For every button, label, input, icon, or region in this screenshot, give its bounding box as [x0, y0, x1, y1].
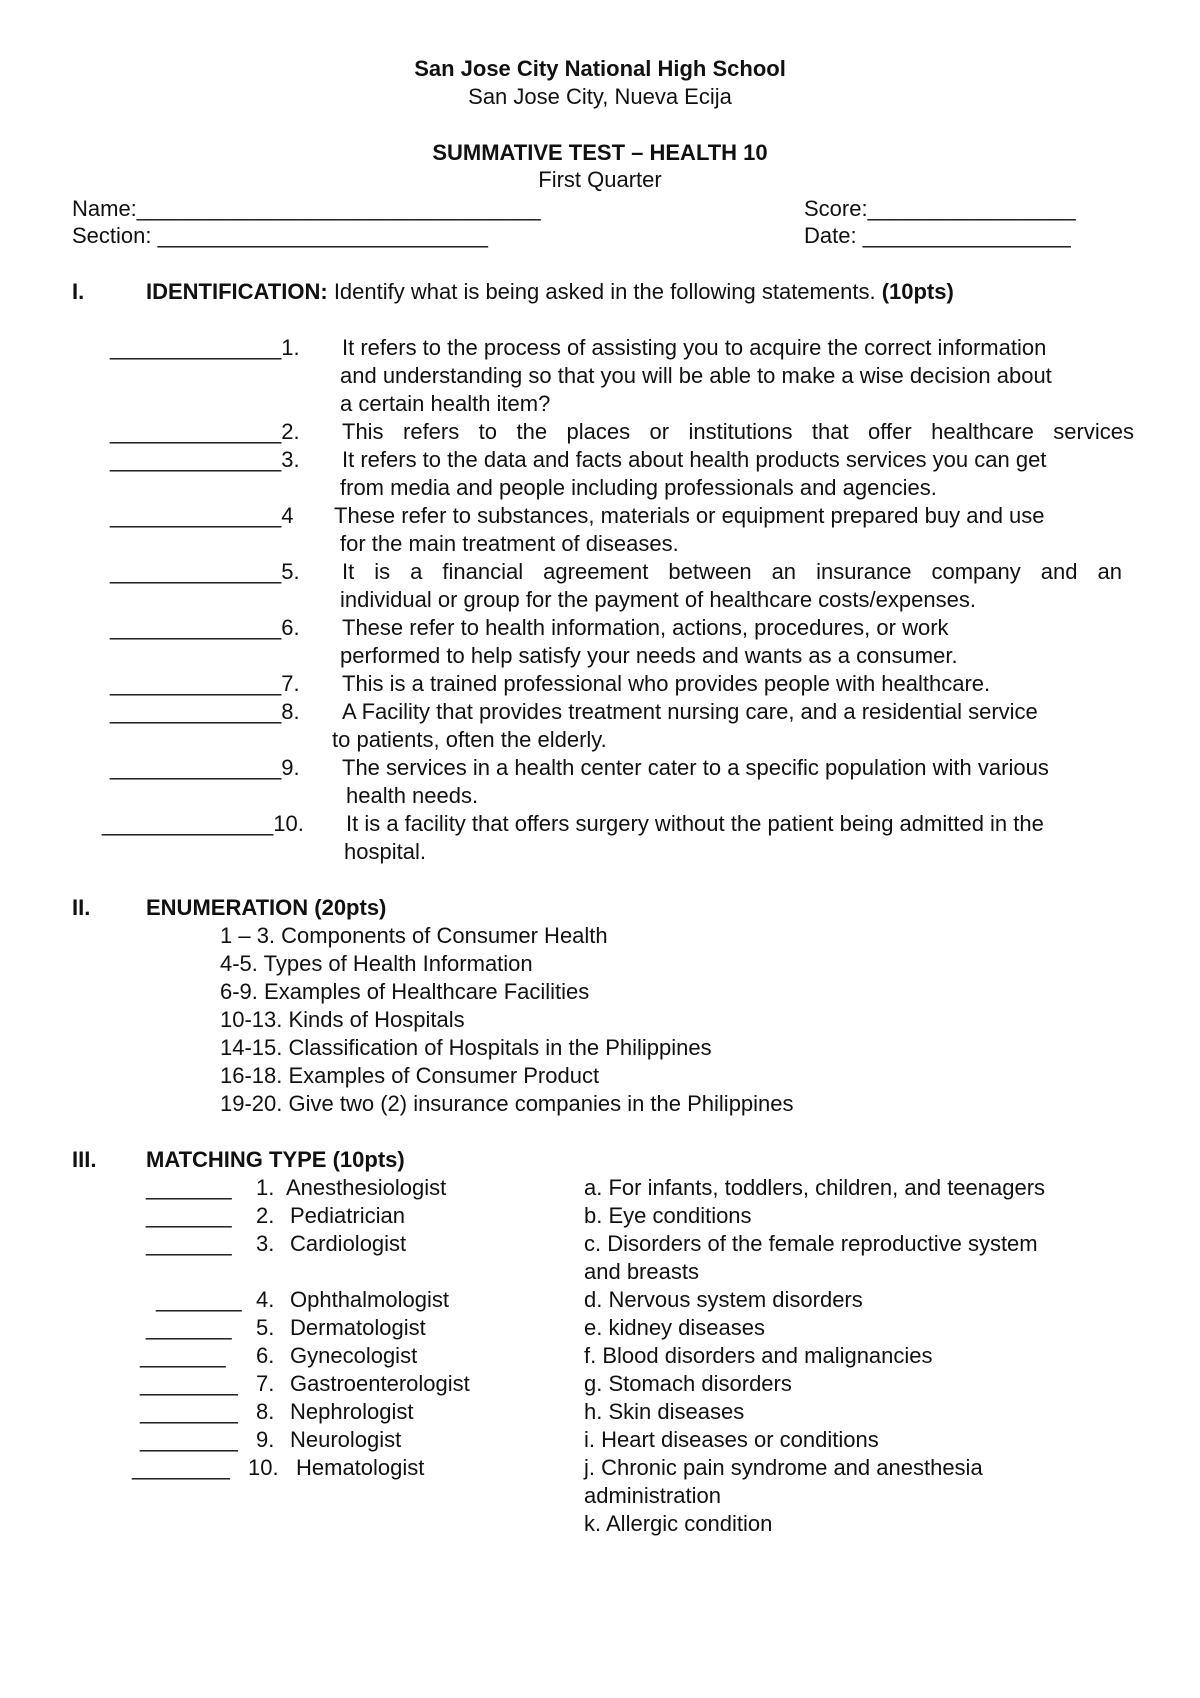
match-term: Nephrologist [290, 1399, 414, 1424]
enumeration-item: 10-13. Kinds of Hospitals [220, 1007, 465, 1032]
match-blank[interactable]: ________ [140, 1427, 238, 1452]
answer-blank[interactable]: ______________4 [110, 503, 294, 528]
match-term: Cardiologist [290, 1231, 407, 1256]
match-term: Hematologist [296, 1455, 425, 1480]
match-blank[interactable]: _______ [146, 1315, 232, 1340]
match-term: Pediatrician [290, 1203, 405, 1228]
part1-heading [146, 278, 954, 306]
question-text: health needs. [346, 783, 479, 808]
name-blank: _________________________________ [136, 196, 541, 221]
part1-points: (10pts) [881, 279, 954, 304]
question-text: hospital. [344, 839, 426, 864]
answer-blank[interactable]: ______________2. [110, 419, 300, 444]
answer-blank[interactable]: ______________1. [110, 335, 300, 360]
question-text: a certain health item? [340, 391, 551, 416]
match-choice: a. For infants, toddlers, children, and teenagers [584, 1175, 1046, 1200]
question-text: The services in a health center cater to a specific population with various [342, 755, 1049, 780]
match-blank[interactable]: _______ [146, 1175, 232, 1200]
question-text: It refers to the data and facts about health products services you can get [342, 447, 1047, 472]
match-choice: h. Skin diseases [584, 1399, 745, 1424]
name-label: Name: [72, 196, 137, 221]
match-term: Gastroenterologist [290, 1371, 470, 1396]
question-text: These refer to substances, materials or equipment prepared buy and use [334, 503, 1045, 528]
score-blank: _________________ [867, 196, 1076, 221]
question-text: A Facility that provides treatment nursing care, and a residential service [342, 699, 1038, 724]
question-text: These refer to health information, actions, procedures, or work [342, 615, 949, 640]
score-field[interactable] [804, 195, 1076, 223]
part1-numeral: I. [72, 279, 85, 304]
section-label: Section: [72, 223, 152, 248]
match-blank[interactable]: ________ [140, 1371, 238, 1396]
match-blank[interactable]: _______ [146, 1231, 232, 1256]
match-term: Anesthesiologist [286, 1175, 447, 1200]
answer-blank[interactable]: ______________6. [110, 615, 300, 640]
match-blank[interactable]: _______ [146, 1203, 232, 1228]
match-choice: b. Eye conditions [584, 1203, 752, 1228]
question-text: for the main treatment of diseases. [340, 531, 679, 556]
date-label: Date: [804, 223, 857, 248]
match-blank[interactable]: ________ [132, 1455, 230, 1480]
match-choice: d. Nervous system disorders [584, 1287, 863, 1312]
question-text: and understanding so that you will be able to make a wise decision about [340, 363, 1052, 388]
match-number: 3. [256, 1231, 275, 1256]
match-term: Neurologist [290, 1427, 402, 1452]
school-address: San Jose City, Nueva Ecija [468, 84, 732, 109]
match-number: 2. [256, 1203, 275, 1228]
question-text: It refers to the process of assisting you to acquire the correct information [342, 335, 1047, 360]
quarter-label: First Quarter [538, 167, 662, 192]
part3-title: MATCHING TYPE (10pts) [146, 1147, 405, 1172]
match-choice: g. Stomach disorders [584, 1371, 792, 1396]
match-choice: c. Disorders of the female reproductive system [584, 1231, 1038, 1256]
enumeration-item: 1 – 3. Components of Consumer Health [220, 923, 608, 948]
part2-numeral: II. [72, 895, 91, 920]
match-term: Ophthalmologist [290, 1287, 449, 1312]
answer-blank[interactable]: ______________7. [110, 671, 300, 696]
match-number: 10. [248, 1455, 279, 1480]
question-text: individual or group for the payment of healthcare costs/expenses. [340, 587, 976, 612]
enumeration-item: 19-20. Give two (2) insurance companies in the Philippines [220, 1091, 794, 1116]
match-number: 1. [256, 1175, 275, 1200]
match-number: 7. [256, 1371, 275, 1396]
date-field[interactable] [804, 222, 1071, 250]
answer-blank[interactable]: ______________8. [110, 699, 300, 724]
enumeration-item: 4-5. Types of Health Information [220, 951, 533, 976]
match-choice: i. Heart diseases or conditions [584, 1427, 879, 1452]
question-text: It is a facility that offers surgery without the patient being admitted in the [346, 811, 1044, 836]
question-text: to patients, often the elderly. [332, 727, 607, 752]
match-number: 6. [256, 1343, 275, 1368]
match-blank[interactable]: ________ [140, 1399, 238, 1424]
enumeration-item: 14-15. Classification of Hospitals in the Philippines [220, 1035, 712, 1060]
question-text: This is a trained professional who provides people with healthcare. [342, 671, 991, 696]
question-text: from media and people including professionals and agencies. [340, 475, 937, 500]
answer-blank[interactable]: ______________9. [110, 755, 300, 780]
match-choice: k. Allergic condition [584, 1511, 773, 1536]
match-term: Dermatologist [290, 1315, 426, 1340]
answer-blank[interactable]: ______________3. [110, 447, 300, 472]
match-number: 5. [256, 1315, 275, 1340]
part1-instruction: Identify what is being asked in the following statements. [333, 279, 876, 304]
question-text: performed to help satisfy your needs and wants as a consumer. [340, 643, 958, 668]
match-number: 9. [256, 1427, 275, 1452]
date-blank: _________________ [862, 223, 1071, 248]
match-choice: e. kidney diseases [584, 1315, 765, 1340]
question-text: It is a financial agreement between an insurance company and an [342, 559, 1122, 584]
match-term: Gynecologist [290, 1343, 418, 1368]
score-label: Score: [804, 196, 868, 221]
match-choice: administration [584, 1483, 721, 1508]
test-title: SUMMATIVE TEST – HEALTH 10 [432, 140, 768, 165]
enumeration-item: 6-9. Examples of Healthcare Facilities [220, 979, 590, 1004]
question-text: This refers to the places or institutions that offer healthcare services [342, 419, 1134, 444]
match-blank[interactable]: _______ [156, 1287, 242, 1312]
part2-title: ENUMERATION (20pts) [146, 895, 387, 920]
part1-title: IDENTIFICATION: [146, 279, 328, 304]
match-blank[interactable]: _______ [140, 1343, 226, 1368]
section-field[interactable] [72, 222, 488, 250]
name-field[interactable] [72, 195, 541, 223]
match-number: 8. [256, 1399, 275, 1424]
answer-blank[interactable]: ______________5. [110, 559, 300, 584]
match-choice: and breasts [584, 1259, 699, 1284]
section-blank: ___________________________ [157, 223, 488, 248]
enumeration-item: 16-18. Examples of Consumer Product [220, 1063, 600, 1088]
part3-numeral: III. [72, 1147, 97, 1172]
school-name: San Jose City National High School [414, 56, 786, 81]
answer-blank[interactable]: ______________10. [102, 811, 304, 836]
match-choice: j. Chronic pain syndrome and anesthesia [584, 1455, 983, 1480]
match-number: 4. [256, 1287, 275, 1312]
match-choice: f. Blood disorders and malignancies [584, 1343, 933, 1368]
